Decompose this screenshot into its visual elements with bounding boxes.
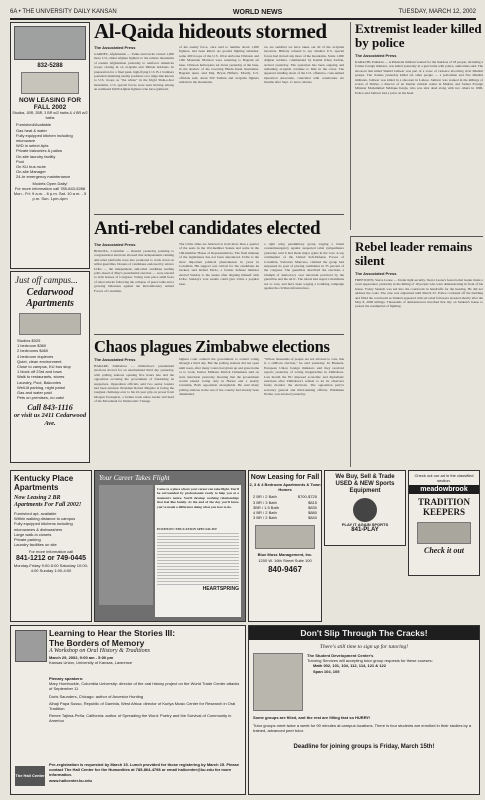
byline: The Associated Press xyxy=(94,357,136,362)
ad-logo-image xyxy=(15,630,47,662)
ad-item: Quiet, clean environment xyxy=(17,358,62,364)
ad-item: Pets on premises, no cats! xyxy=(17,395,65,401)
ad-logo-image xyxy=(14,26,86,60)
ad-subtitle: The Borders of Memory xyxy=(49,637,145,648)
ad-note: Some groups are filled, and the rest are filling fast so HURRY! xyxy=(253,715,371,720)
speaker: Renee Tajima-Peña, California: author of Spreading the Word: Poetry and the Survival of Community in America xyxy=(49,713,232,724)
body-text: of the enemy force, once said to number about 1,000 fighters, had been killed. As ground fighting subsided, some 400 troops of the U.S. 101st Airborne Division and 10th Mountain Division were returning to Bagram air base. Chinook helicopters sat down yesterday at the base, in the shadow of the towering Hindu Kush mountains. Bagram quiet, said Maj. Bryan Hilferty. Mostly, U.S. officials said, about 500 Taliban and al-Qaida fighters remain in the mountains. xyxy=(179,45,259,85)
ad-hours: Monday-Friday 9:00-5:00 Saturday 10:00-4:00 Sunday 1:00-4:00 xyxy=(13,562,89,573)
ad-item: 2 bedrooms $460 xyxy=(17,348,49,354)
ad-company: Blue Moss Management, Inc. xyxy=(257,552,313,558)
ad-org: The Student Development Center's xyxy=(307,653,374,658)
sports-ad xyxy=(324,470,406,546)
ad-title: Your Career Takes Flight xyxy=(99,474,170,482)
ad-item: 1 bedroom $360 xyxy=(17,343,47,349)
ad-feature: Furnished/Available xyxy=(16,122,52,128)
ad-item: Gas and water paid xyxy=(17,390,52,396)
ad-feature: On-site Manager xyxy=(16,169,46,175)
ad-body: Tutor groups meet twice a week for 90 minutes at campus locations. There is four students are enrolled in their studies by a trained, advanced peer tutor. xyxy=(253,723,472,734)
ad-feature: On KU bus route xyxy=(16,164,46,170)
ad-item: Fully equipped kitchens including microwaves & dishwashers xyxy=(14,521,73,532)
ad-item: Laundry facilities on site xyxy=(14,542,57,548)
price-table xyxy=(249,492,321,522)
ad-info: For more information call xyxy=(28,549,74,555)
byline: The Associated Press xyxy=(94,45,136,50)
ad-feature: Fully equipped kitchen including microwave xyxy=(16,132,73,144)
ad-item: Studios $325 xyxy=(17,338,41,343)
apartment-ad xyxy=(10,22,90,269)
ad-title: Cedarwood Apartments xyxy=(26,287,74,309)
speaker: Doris Saunders, Chicago: author of Ancestor Hunting xyxy=(49,693,144,699)
ad-item: Large walk-in closets xyxy=(14,531,52,537)
meadowbrook-ad xyxy=(408,470,480,576)
ad-photo xyxy=(99,485,153,605)
ad-illustration xyxy=(19,313,81,335)
ad-hours: Mon - Fri: 9 a.m. - 6 p.m. Sat. 10 a.m. - 5 p.m. Sun. 1pm-4pm xyxy=(13,191,87,202)
ad-brand: PLAY IT AGAIN SPORTS xyxy=(341,522,389,527)
ad-body: Come to a place where your career can take flight. You'll be surrounded by professionals ready to help you at a moment's notice. You'll develop working relationships that feel like family. At the end of the day you'll know you've made a difference doing what you love to do. xyxy=(157,487,239,509)
ad-item: Private parking xyxy=(14,537,41,543)
headline: Chaos plagues Zimbabwe elections xyxy=(94,337,330,356)
body-text: HARARE, Zimbabwe — Zimbabwe's presidential elections moved for an unscheduled third day yesterday, with polling stations opening five hours late and the opposition accusing the government of frustrating its supporters. Opposition officials said two senior leaders had been arrested. President Robert Mugabe is facing the toughest challenge ever to his 22-year grip on power from Morgan Tsvangirai, a former trade union leader and head of the Movement for Democratic Change. xyxy=(94,364,174,404)
sponsor-logo: The Hall Center xyxy=(15,766,45,786)
ad-address: 1200 W. 16th Street Suite 100 xyxy=(258,557,312,563)
story-extremist xyxy=(350,22,483,230)
ad-place: Kansas Union, University of Kansas, Lawrence xyxy=(49,660,133,666)
workshop-ad xyxy=(10,625,246,795)
ad-feature: Private balconies & patios xyxy=(16,148,63,154)
ad-feature: On-site laundry facility xyxy=(16,153,56,159)
ad-tagline: Check out our ad in the classified section. xyxy=(414,473,474,484)
ad-logo xyxy=(353,498,377,522)
header-title: WORLD NEWS xyxy=(232,8,283,16)
speakers-label: Plenary speakers: xyxy=(49,676,84,681)
headline: Al-Qaida hideouts stormed xyxy=(94,19,327,43)
story-antirebel xyxy=(94,214,344,339)
headline: Rebel leader remains silent xyxy=(355,239,473,268)
ad-course: Math 002, 101, 104, 112, 114, 121 & 122 xyxy=(313,663,386,669)
ad-photo xyxy=(417,522,471,544)
ad-line: Tutoring Services will accepting tutor group requests for these courses: xyxy=(307,658,433,664)
ad-title: TRADITION KEEPERS xyxy=(417,497,470,518)
header-date: TUESDAY, MARCH 12, 2002 xyxy=(398,9,476,15)
ad-banner: Don't Slip Through The Cracks! xyxy=(249,626,479,640)
body-text: a right wing paramilitary group waging a brutal counterinsurgency against suspected rebel sympathizers yesterday said it had made major gains in the vote. A top commander of the United Self-Defense Forces of Colombia, Salvatore Mancuso, claimed the group had surpassed its goal of placing candidates in 35 percent of the congress. The guerrillas described the elections a triumph of democracy over terrorism practiced by the guerrillas and the AUC. The rebels had urged Colombians not to vote, and have been waging a bombing campaign against the civilian infrastructure. xyxy=(264,242,344,291)
ad-feature: Gas heat & water xyxy=(16,127,47,133)
ad-phone: 841-PLAY xyxy=(351,527,379,534)
ad-feature: 24-hr emergency maintenance xyxy=(16,174,71,180)
speaker: Mary Hombuckle, Columbia University: director of the oral history project on the World Trade Center attacks of September 11 xyxy=(49,681,240,692)
career-ad xyxy=(94,470,246,622)
ad-course: Span 104, 105 xyxy=(313,668,340,674)
ad-address: or visit us 2411 Cedarwood Ave. xyxy=(13,412,87,428)
ad-building-image xyxy=(21,72,79,94)
ad-brand: HEARTSPRING xyxy=(202,586,239,593)
cedarwood-ad xyxy=(10,271,90,463)
body-text: BOGOTA, Colombia — Results yesterday pointing to congressional elections showed that independents running anti-rebel platforms were also promoted to crack down on leftist guerrillas. Dozens of candidates endorsed by Alvaro Uribe — the independent, anti-rebel candidate leading polls ahead of May's presidential election — were elected to both houses of Congress. Voting took place amid fears of rebel attacks following the collapse of peace talks and a growing bitterness against the Revolutionary Armed Forces of Colombia. xyxy=(94,249,174,293)
body-text: we are satisfied we have taken out all of the al-Qaida terrorists. Hilferty refused to say whether U.S. special forces had moved any more of the mountains. Some 1,000 Afghan soldiers, commanded by Kamal Khan Zadran, arrived yesterday. The operation has been ongoing and remaining al-Qaida continue to hide in the caves. The apparent winding down of the U.S. offensive, code-named Operation Anaconda, coincided with ceremonies six months after Sept. 11 terror attacks. xyxy=(264,45,344,85)
body-text: GARDEZ, Afghanistan — Tanks and trucks carried 1,000 more U.S.-allied Afghan fighters to the remote mountains of eastern Afghanistan yesterday to reinforce American troops closing in on al-Qaida and Taliban holdouts. In preparation for a final push, high-flying U.S. B-1 bombers pounded remaining enemy positions on a ridge-line known to U.S. troops as "the whale" in the frigid Shah-e-Kot mountains. U.S. special forces were seen moving among an estimated 6,000 Afghan fighters who have gathered. xyxy=(94,52,174,92)
ad-headline: Now Leasing for Fall xyxy=(250,474,320,481)
ad-photo xyxy=(255,525,315,549)
ad-tagline: A Workshop on Oral History & Traditions xyxy=(49,648,151,654)
ad-info: For more information call 785-843-5288 xyxy=(14,185,86,191)
headline: Anti-rebel candidates elected xyxy=(94,218,321,239)
ad-deadline: Deadline for joining groups is Friday, March 15th! xyxy=(293,743,435,750)
ad-feature: W/D in select Apts xyxy=(16,143,49,149)
header-section: 6A • THE UNIVERSITY DAILY KANSAN xyxy=(10,9,117,15)
body-text: KARACHI, Pakistan — A Pakistani militant wanted for the murders of 18 people, including a former foreign minister, was killed yesterday in a gun battle with police, authorities said. The shootout that killed Shahid Jamwar was part of a wave of violence involving rival Muslim groups. The clashes yesterday killed six other people — a policeman and five Muslim militants. Jamwar was killed in a shootout in Lahore. Jamwar was wanted in the killings of scores of Shiites, a director of an Iranian cultural center in Multan, and former Foreign Minister Mohammad Siddique Kanju, who was shot dead along with two others in 1996. Police said Jamwar had a price on his head. xyxy=(355,60,483,95)
byline: The Associated Press xyxy=(355,271,397,276)
ad-fine-print xyxy=(157,531,239,586)
ad-date: March 29, 2002, 9:00 am - 5:00 pm xyxy=(49,655,114,660)
ad-phone: Call 843-1116 xyxy=(27,403,73,413)
price-row: 3 BR / 3 Bath $815 xyxy=(253,499,317,505)
ad-headline: We Buy, Sell & Trade USED & NEW Sports Equipment xyxy=(335,474,395,494)
ad-item: 1 block off 23rd and Iowa xyxy=(17,369,62,375)
ad-time: There's still time to sign up for tutoring! xyxy=(319,644,409,650)
price-row: 4 BR / 2 Bath $880 xyxy=(253,510,317,516)
price-row: 3 BR / 2 Bath $840 xyxy=(253,515,317,521)
ad-subhead: Now Leasing 2 BR Apartments For Fall 2002! xyxy=(14,495,82,508)
price-row: 3BR / 1.5 Bath $830 xyxy=(253,504,317,510)
ad-cta: Check it out xyxy=(423,546,464,556)
ad-headline: NOW LEASING FOR FALL 2002 xyxy=(18,97,82,111)
headline: Extremist leader killed by police xyxy=(355,22,482,50)
body-text: highest court ordered the government to extend voting through a third day. But the polling stations did not open until noon, after many voters had given up and gone home or to work. Justice Minister Patrick Chinamasa said on state television yesterday morning that the government would extend voting only in Harare and a nearby township. Both opposition strongholds. He said many polling stations in the rest of the country had already been dismantled. xyxy=(179,357,259,397)
ad-website: www.hallcenter.ku.edu xyxy=(49,777,92,783)
byline: The Associated Press xyxy=(355,53,397,58)
ad-position: POSITION: EDUCATION SPECIALIST xyxy=(157,527,218,531)
ad-phone: 840-9467 xyxy=(268,564,302,574)
ad-models: Models Open Daily! xyxy=(32,180,68,186)
ad-headline: Kentucky Place Apartments xyxy=(14,474,74,492)
body-text: The Uribe allies are believed to hold more than a quarter of the seats in the 102-member Senate and some in the 166-member House of Representatives. The final makeup of the legislatures has not been announced. Uribe is the most important political phenomenon in years in Colombia. His support was critical for the candidates he backed, said Rafael Pardo, a former defense minister elected Sunday to the senate after aligning himself with Uribe. Sunday's vote results could give Uribe a popular base. xyxy=(179,242,259,286)
ad-item: Well-lit parking, night patrol xyxy=(17,384,66,390)
ad-illustration xyxy=(253,653,303,711)
speaker: Alhaji Papa Susso, Republic of Gambia, West Africa: director of Kuriya Music Center for Research in Oral Tradition xyxy=(49,700,236,712)
story-zimbabwe xyxy=(94,334,344,464)
ad-title: Learning to Hear the Stories III: xyxy=(49,628,176,638)
fall-leasing-ad xyxy=(248,470,322,622)
ad-feature: Pool xyxy=(16,158,25,164)
ad-store: meadowbrook xyxy=(409,485,479,494)
ad-phone: 841-1212 or 749-0445 xyxy=(15,554,87,562)
ad-subhead: 2, 3 & 4 Bedroom Apartments & Town Homes xyxy=(249,482,321,493)
ad-item: 4 bedroom duplexes xyxy=(17,353,54,359)
byline: The Associated Press xyxy=(94,242,136,247)
ad-preregistration: Pre-registration is requested by March 15. Lunch provided for those registering by March 15. Please contact The Hall Center for the Humanities at 785-864-4798 or email hallcenter@ku.edu for more information. xyxy=(49,762,240,778)
body-text: FREETOWN, Sierra Leone — Under tight security, Sierra Leone's feared rebel leader made a court appearance yesterday in the killing of 19 people who were demonstrating in front of his house. Foday Sankoh was led into the courtroom in handcuffs for the hearing. He did not address the court. The case was adjourned until March 25. Police cordoned off the building and filled the courtroom as Sankoh appeared with six rebel followers arrested shortly after the May 8, 2000 killings. Thousands of demonstrators marched that day on Sankoh's house to protest the resumption of fighting. xyxy=(355,278,483,309)
body-text: "Whose thousands of people are not allowed to vote, this is a stillborn election," he said yesterday. In Brussels, European Union foreign ministers said they received reports yesterday of voting irregularities in Zimbabwe. Last month the EU imposed economic and diplomatic sanctions after Zimbabwe's refusal to let its observers freely monitor the elections. The opposition party's secretary general and third-ranking official, Welshman Ncube, was arrested yesterday. xyxy=(264,357,344,397)
ad-phone: 832-5288 xyxy=(37,63,63,69)
ad-item: Close to campus, KU bus stop xyxy=(17,364,71,370)
tutoring-ad xyxy=(248,625,480,795)
ad-item: Walk to restaurants, stores xyxy=(17,374,65,380)
story-alqaida xyxy=(94,20,344,233)
kentucky-place-ad xyxy=(10,470,92,622)
story-rebel-leader xyxy=(350,236,483,467)
ad-item: Laundry, Pool, Balconies xyxy=(17,379,61,385)
ad-units: Studios, 1BR, 2BR, 3 BR w/2 baths & 4 BR w/2 baths xyxy=(12,111,88,121)
ad-tagline: Just off campus... xyxy=(15,275,78,285)
page-header xyxy=(10,6,476,20)
ad-item: Within walking distance to campus xyxy=(14,516,76,522)
ad-item: Furnished apt. available xyxy=(14,511,57,516)
price-row: 2 BR / 2 Bath $700-$725 xyxy=(253,494,317,500)
